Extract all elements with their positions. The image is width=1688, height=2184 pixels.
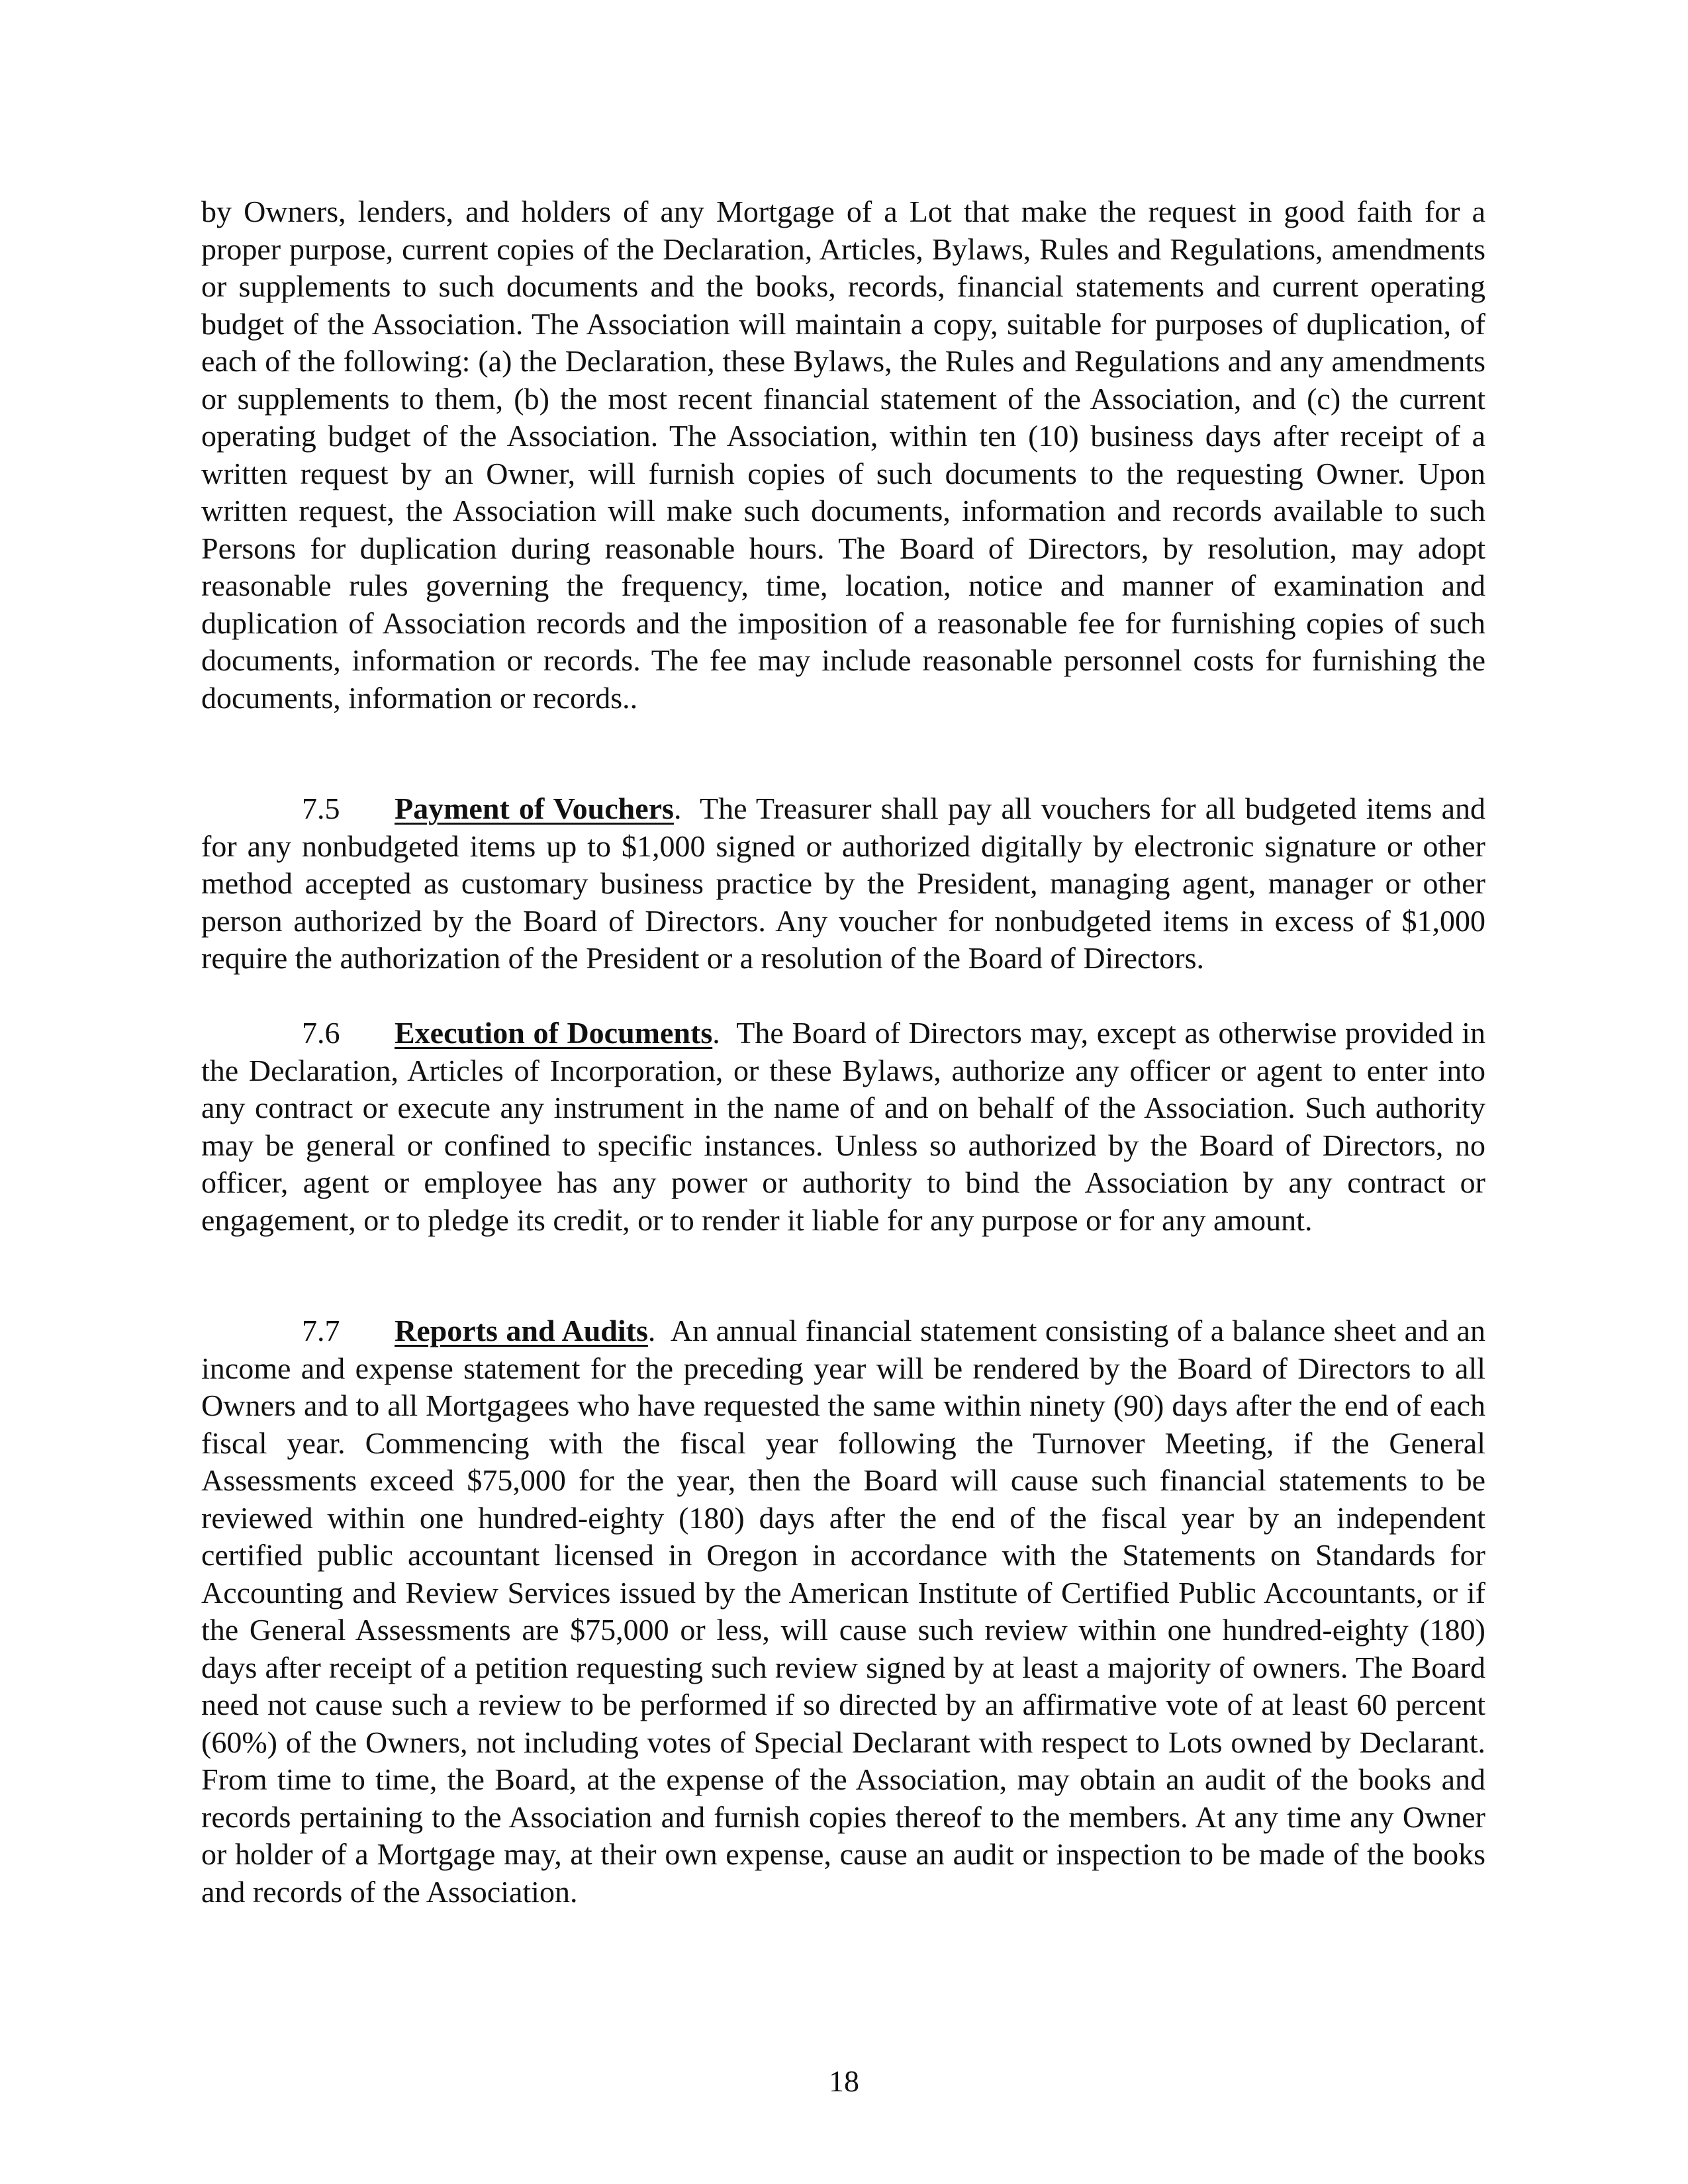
heading-period: . <box>673 792 682 825</box>
section-7-5 <box>201 790 1485 978</box>
section-7-6 <box>201 1015 1485 1239</box>
heading-period: . <box>647 1314 656 1347</box>
section-number: 7.6 <box>302 1016 340 1050</box>
section-body: An annual financial statement consisting of a balance sheet and an income and expense statement for the preceding year will be rendered by the Board of Directors to all Owners and to all Mortgagees who have requested the same within ninety (90) days after the end of each fiscal year. Commencing with the fiscal year following the Turnover Meeting, if the General Assessments exceed $75,000 for the year, then the Board will cause such financial statements to be reviewed within one hundred-eighty (180) days after the end of the fiscal year by an independent certified public accountant licensed in Oregon in accordance with the Statements on Standards for Accounting and Review Services issued by the American Institute of Certified Public Accountants, or if the General Assessments are $75,000 or less, will cause such review within one hundred-eighty (180) days after receipt of a petition requesting such review signed by at least a majority of owners. The Board need not cause such a review to be performed if so directed by an affirmative vote of at least 60 percent (60%) of the Owners, not including votes of Special Declarant with respect to Lots owned by Declarant. From time to time, the Board, at the expense of the Association, may obtain an audit of the books and records pertaining to the Association and furnish copies thereof to the members. At any time any Owner or holder of a Mortgage may, at their own expense, cause an audit or inspection to be made of the books and records of the Association. <box>201 1314 1485 1909</box>
page-number: 18 <box>829 2064 859 2098</box>
section-body: The Treasurer shall pay all vouchers for all budgeted items and for any nonbudgeted items up to $1,000 signed or authorized digitally by electronic signature or other method accepted as customary business practice by the President, managing agent, manager or other person authorized by the Board of Directors. Any voucher for nonbudgeted items in excess of $1,000 require the authorization of the President or a resolution of the Board of Directors. <box>201 792 1486 975</box>
section-heading: Reports and Audits <box>395 1314 648 1347</box>
continuation-paragraph: by Owners, lenders, and holders of any Mortgage of a Lot that make the request in good faith for a proper purpose, current copies of the Declaration, Articles, Bylaws, Rules and Regulations, amendments or supplements to such documents and the books, records, financial statements and current operating budget of the Association. The Association will maintain a copy, suitable for purposes of duplication, of each of the following: (a) the Declaration, these Bylaws, the Rules and Regulations and any amendments or supplements to them, (b) the most recent financial statement of the Association, and (c) the current operating budget of the Association. The Association, within ten (10) business days after receipt of a written request by an Owner, will furnish copies of such documents to the requesting Owner. Upon written request, the Association will make such documents, information and records available to such Persons for duplication during reasonable hours. The Board of Directors, by resolution, may adopt reasonable rules governing the frequency, time, location, notice and manner of examination and duplication of Association records and the imposition of a reasonable fee for furnishing copies of such documents, information or records. The fee may include reasonable personnel costs for furnishing the documents, information or records.. <box>201 195 1485 715</box>
section-7-7 <box>201 1312 1485 1911</box>
section-number: 7.7 <box>302 1314 340 1347</box>
section-number: 7.5 <box>302 792 340 825</box>
section-heading: Execution of Documents <box>395 1016 713 1050</box>
section-body: The Board of Directors may, except as otherwise provided in the Declaration, Articles of Incorporation, or these Bylaws, authorize any officer or agent to enter into any contract or execute any instrument in the name of and on behalf of the Association. Such authority may be general or confined to specific instances. Unless so authorized by the Board of Directors, no officer, agent or employee has any power or authority to bind the Association by any contract or engagement, or to pledge its credit, or to render it liable for any purpose or for any amount. <box>201 1016 1486 1237</box>
section-heading: Payment of Vouchers <box>395 792 674 825</box>
heading-period: . <box>712 1016 720 1050</box>
